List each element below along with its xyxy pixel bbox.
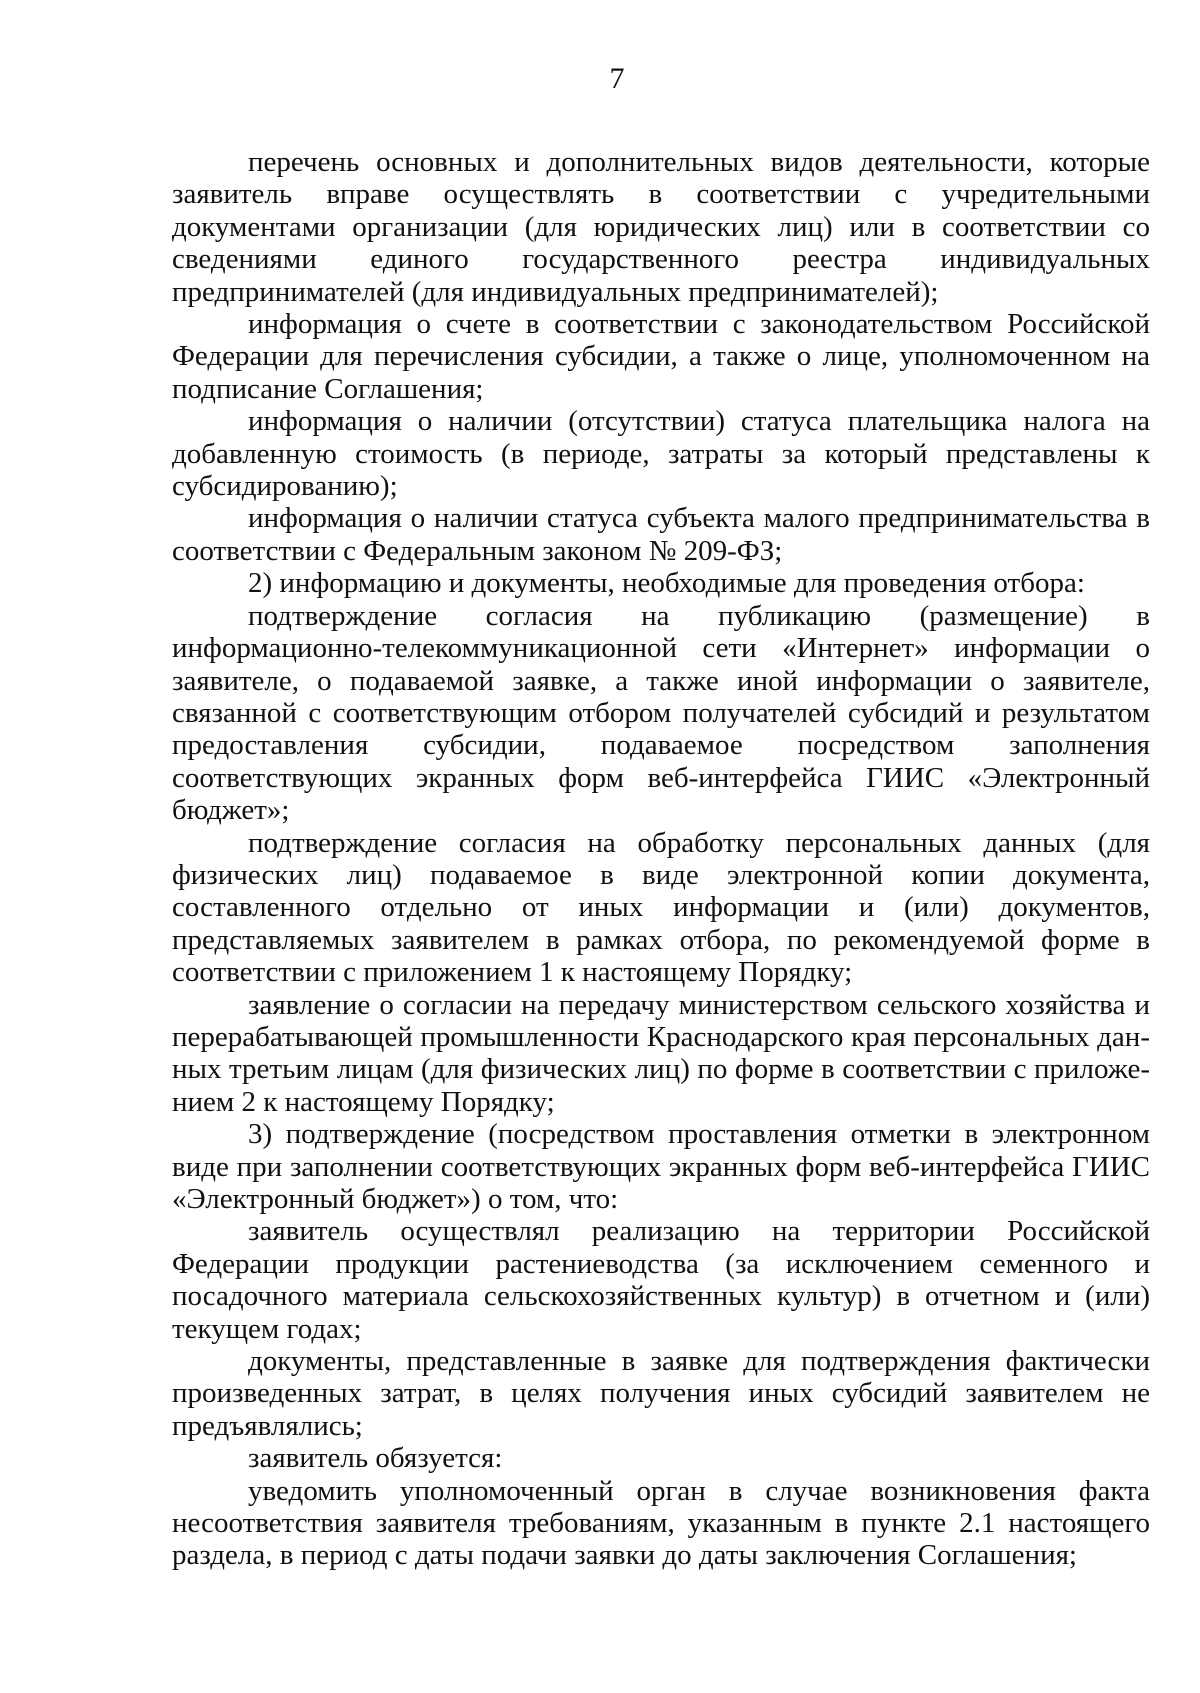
paragraph-bank-account: информация о счете в соответствии с законодательством Российской Федерации для перечисления субсидии, а также о лице, уполномоченном на подписание Соглашения; bbox=[172, 308, 1150, 405]
paragraph-sales-confirmation: заявитель осуществлял реализацию на территории Российской Федерации продукции растениеводства (за исключением семенного и посадочного материала сельскохозяйственных культур) в отчетном и (или) текущем годах; bbox=[172, 1215, 1150, 1345]
paragraph-item-3: 3) подтверждение (посредством проставления отметки в электронном виде при заполнении соответствующих экранных форм веб-интерфейса ГИИС «Электронный бюджет») о том, что: bbox=[172, 1118, 1150, 1215]
paragraph-activity-types: перечень основных и дополнительных видов деятельности, которые заявитель вправе осуществлять в соответствии с учредительными документами организации (для юридических лиц) или в соответствии со сведениями единого государственного реестра индивидуальных предпринимателей (для индивидуальных предпринимателей); bbox=[172, 146, 1150, 308]
paragraph-personal-data-consent: подтверждение согласия на обработку персональных данных (для физических лиц) подаваемое в виде электронной копии документа, составленного отдельно от иных информации и (или) документов, представляемых заявителем в рамках отбора, по рекомендуемой форме в соответствии с приложением 1 к настоящему Порядку; bbox=[172, 826, 1150, 989]
paragraph-item-2: 2) информацию и документы, необходимые для проведения отбора: bbox=[248, 567, 1085, 600]
paragraph-notify-authority: уведомить уполномоченный орган в случае возникновения факта несоответствия заявителя требованиям, указанным в пункте 2.1 настоящего раздела, в период с даты подачи заявки до даты заключения Соглашения; bbox=[172, 1474, 1150, 1572]
paragraph-vat-status: информация о наличии (отсутствии) статуса плательщика налога на добавленную стоимость (в периоде, затраты за который представлены к субсидированию); bbox=[172, 405, 1150, 503]
paragraph-documents-confirmation: документы, представленные в заявке для подтверждения фактически произведенных затрат, в целях получения иных субсидий заявителем не предъявлялись; bbox=[172, 1345, 1150, 1442]
paragraph-applicant-obligation: заявитель обязуется: bbox=[248, 1442, 503, 1475]
page-number: 7 bbox=[609, 62, 625, 95]
paragraph-publication-consent: подтверждение согласия на публикацию (размещение) в информационно-телекоммуникационной сети «Интернет» информации о заявителе, о подаваемой заявке, а также иной информации о заявителе, связанной с соответствующим отбором получателей субсидий и результатом предоставления субсидии, подаваемое посредством заполнения соответствующих экранных форм веб-интерфейса ГИИС «Электронный бюджет»; bbox=[172, 599, 1150, 827]
paragraph-data-transfer-consent: заявление о согласии на передачу министерством сельского хозяйства и перерабатывающей промышленности Краснодарского края персональных данных третьим лицам (для физических лиц) по форме в соответствии с приложением 2 к настоящему Порядку; bbox=[172, 988, 1150, 1118]
paragraph-small-business-status: информация о наличии статуса субъекта малого предпринимательства в соответствии с Федеральным законом № 209-ФЗ; bbox=[172, 502, 1150, 567]
document-body bbox=[172, 146, 1150, 1572]
